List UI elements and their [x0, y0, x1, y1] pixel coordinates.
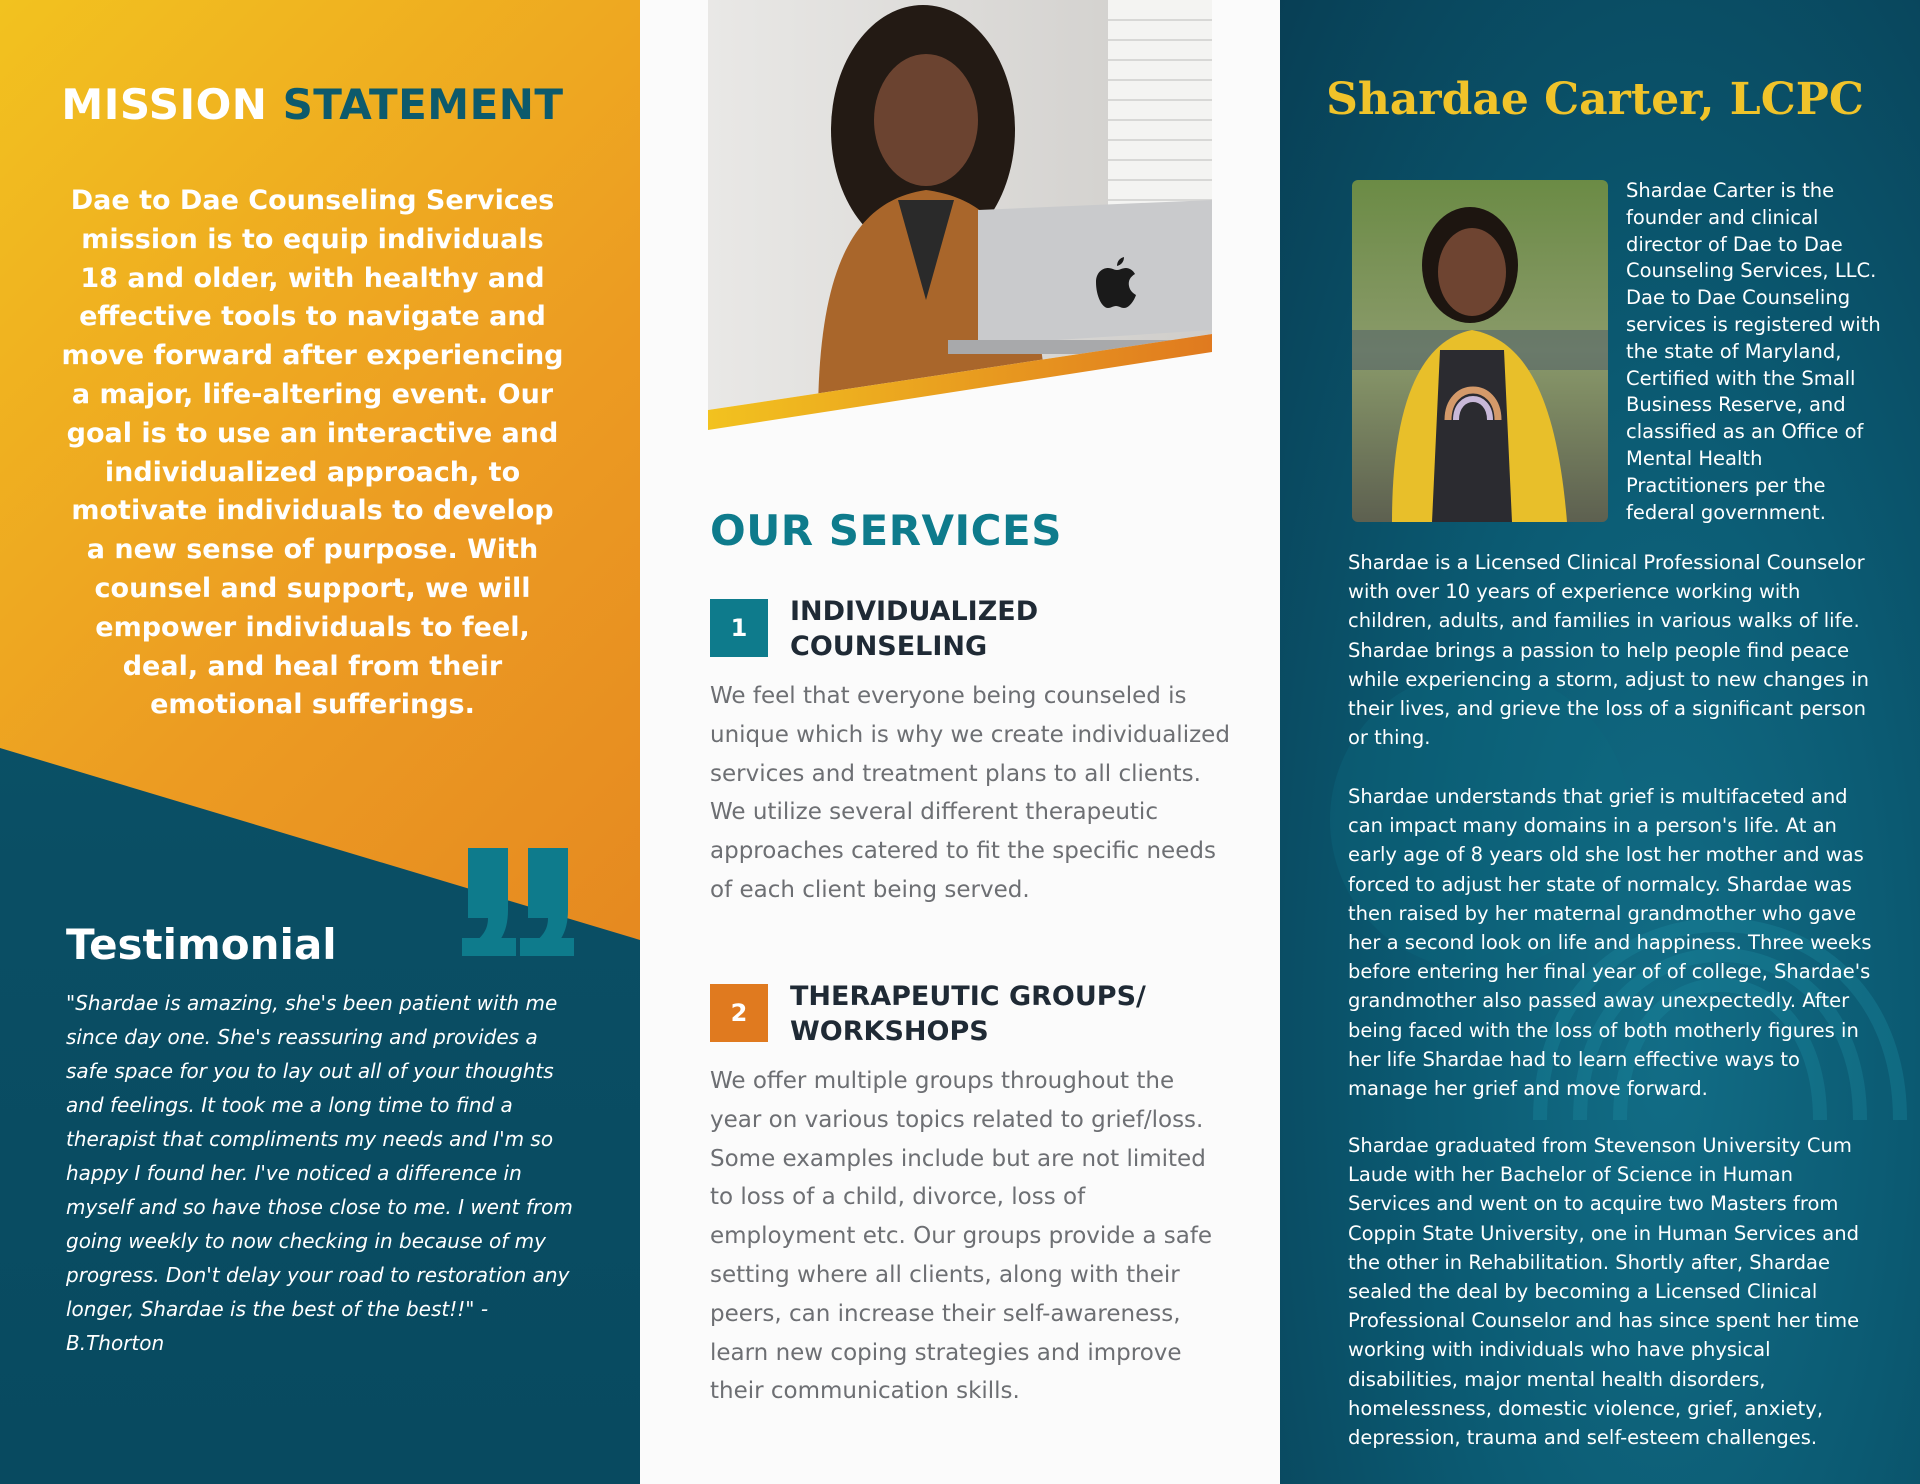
services-panel: [640, 0, 1280, 1484]
service-2-description: We offer multiple groups throughout the year on various topics related to grief/loss. Some examples include but are not limited to loss of a child, divorce, loss of employment etc. Our groups provide a safe setting where all clients, along with their peers, can increase their self-awareness, learn new coping strategies and improve their communication skills.: [710, 1068, 1213, 1405]
mission-panel: [0, 0, 640, 1484]
testimonial-title: Testimonial: [66, 920, 337, 969]
counselor-intro: Shardae Carter is the founder and clinical director of Dae to Dae Counseling Services, LLC. Dae to Dae Counseling services is registered with the state of Maryland, Certified with the Small Business Reserve, and classified as an Office of Mental Health Practitioners per the federal government.: [1626, 179, 1881, 524]
bio-paragraph-1: Shardae is a Licensed Clinical Professional Counselor with over 10 years of experience working with children, adults, and families in various walks of life. Shardae brings a passion to help people find peace while experiencing a storm, adjust to new changes in their lives, and grieve the loss of a significant person or thing.: [1348, 551, 1870, 750]
mission-body: Dae to Dae Counseling Services mission is to equip individuals 18 and older, with healthy and effective tools to navigate and move forward after experiencing a major, life-altering event. Our goal is to use an interactive and individualized approach, to motivate individuals to develop a new sense of purpose. With counsel and support, we will empower individuals to feel, deal, and heal from their emotional sufferings.: [61, 185, 564, 721]
mission-title: [0, 80, 625, 129]
service-2-title: THERAPEUTIC GROUPS/ WORKSHOPS: [790, 981, 1146, 1047]
mission-title-second: STATEMENT: [282, 80, 564, 129]
woman-laptop-photo: [708, 0, 1212, 430]
services-title: OUR SERVICES: [710, 506, 1062, 555]
service-1-title: INDIVIDUALIZED COUNSELING: [790, 596, 1039, 662]
quote-mark-icon: [462, 848, 574, 956]
service-1-description: We feel that everyone being counseled is unique which is why we create individualized services and treatment plans to all clients. We utilize several different therapeutic approaches catered to fit the specific needs of each client being served.: [710, 683, 1230, 903]
counselor-name: Shardae Carter, LCPC: [1326, 74, 1864, 125]
counselor-portrait-photo: [1352, 180, 1608, 522]
service-2-number-badge: 2: [710, 984, 768, 1042]
testimonial-quote: "Shardae is amazing, she's been patient with me since day one. She's reassuring and provides a safe space for you to lay out all of your thoughts and feelings. It took me a long time to find a therapist that compliments my needs and I'm so happy I found her. I've noticed a difference in myself and so have those close to me. I went from going weekly to now checking in because of my progress. Don't delay your road to restoration any longer, Shardae is the best of the best!!" - B.Thorton: [66, 991, 573, 1355]
bio-panel: [1280, 0, 1920, 1484]
mission-title-first: MISSION: [61, 80, 268, 129]
service-1-number-badge: 1: [710, 599, 768, 657]
bio-paragraph-2: Shardae understands that grief is multifaceted and can impact many domains in a person's life. At an early age of 8 years old she lost her mother and was forced to adjust her state of normalcy. Shardae was then raised by her maternal grandmother who gave her a second look on life and happiness. Three weeks before entering her final year of of college, Shardae's grandmother also passed away unexpectedly. After being faced with the loss of both motherly figures in her life Shardae had to learn effective ways to manage her grief and move forward.: [1348, 785, 1872, 1101]
bio-paragraph-3: Shardae graduated from Stevenson University Cum Laude with her Bachelor of Science in Human Services and went on to acquire two Masters from Coppin State University, one in Human Services and the other in Rehabilitation. Shortly after, Shardae sealed the deal by becoming a Licensed Clinical Professional Counselor and has since spent her time working with individuals who have physical disabilities, major mental health disorders, homelessness, domestic violence, grief, anxiety, depression, trauma and self-esteem challenges.: [1348, 1134, 1860, 1450]
